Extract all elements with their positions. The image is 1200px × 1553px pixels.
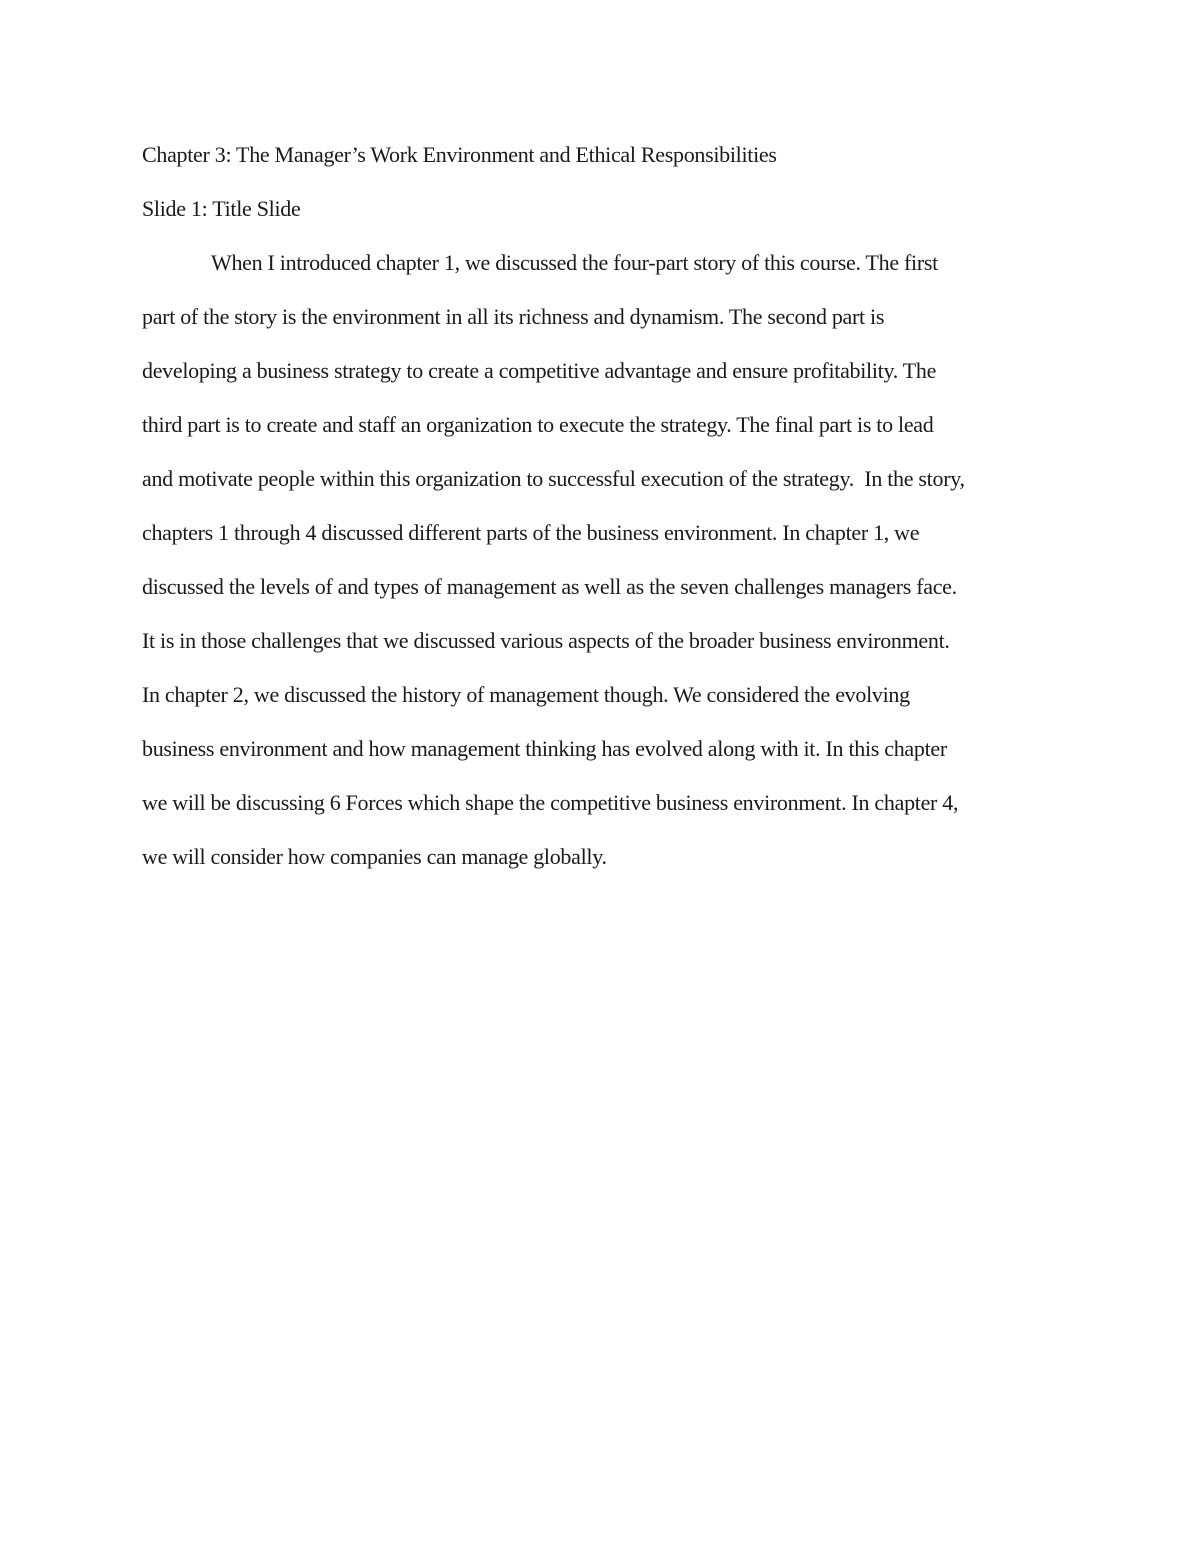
paragraph-line: and motivate people within this organization to successful execution of the strategy. In the story, (142, 466, 965, 491)
paragraph-line: business environment and how management thinking has evolved along with it. In this chapter (142, 736, 947, 761)
paragraph-line: developing a business strategy to create a competitive advantage and ensure profitability. The (142, 358, 937, 383)
paragraph-line: In chapter 2, we discussed the history of management though. We considered the evolving (142, 682, 910, 707)
slide-heading: Slide 1: Title Slide (142, 196, 301, 221)
paragraph-line: It is in those challenges that we discussed various aspects of the broader business environment. (142, 628, 950, 653)
document-title: Chapter 3: The Manager’s Work Environment and Ethical Responsibilities (142, 142, 777, 167)
document-body (142, 128, 1072, 884)
paragraph-line: discussed the levels of and types of management as well as the seven challenges managers face. (142, 574, 957, 599)
paragraph-line: When I introduced chapter 1, we discussed the four-part story of this course. The first (211, 250, 938, 275)
paragraph-line: chapters 1 through 4 discussed different parts of the business environment. In chapter 1, we (142, 520, 920, 545)
paragraph-line: we will be discussing 6 Forces which shape the competitive business environment. In chapter 4, (142, 790, 959, 815)
paragraph-line: we will consider how companies can manage globally. (142, 844, 607, 869)
paragraph-line: part of the story is the environment in all its richness and dynamism. The second part is (142, 304, 885, 329)
paragraph-line: third part is to create and staff an organization to execute the strategy. The final part is to lead (142, 412, 934, 437)
paragraph (142, 236, 1072, 884)
